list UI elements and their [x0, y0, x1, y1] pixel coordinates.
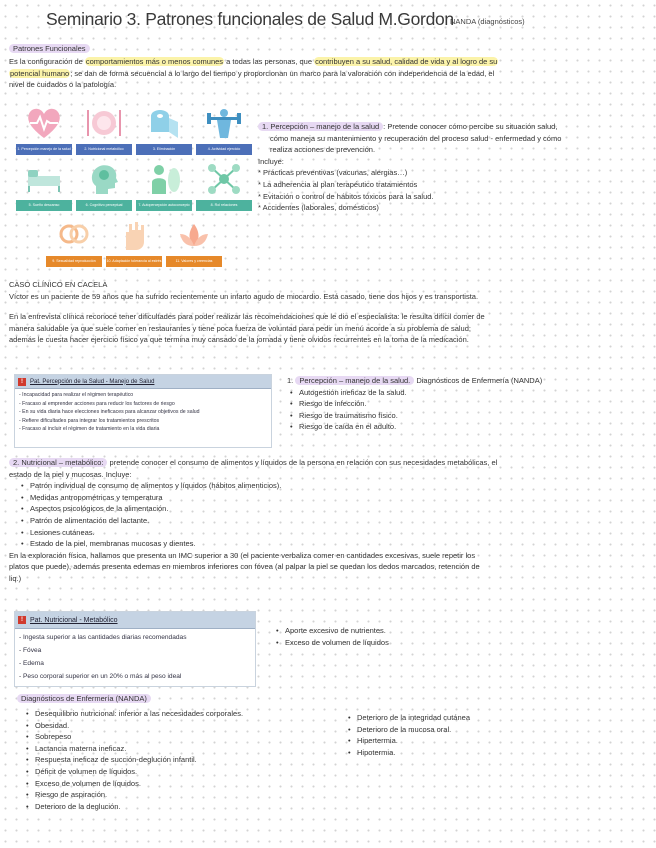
list-item: • Medidas antropométricas y temperatura [21, 492, 649, 504]
pattern-tile [76, 160, 132, 220]
list-item: • Riesgo de infección. [290, 398, 647, 410]
list-item: • Patrón individual de consumo de alimentos y líquidos (hábitos alimenticios). [21, 480, 649, 492]
pattern2-side-list [276, 625, 576, 648]
pattern2-section: 2. Nutricional – metabólico: pretende conocer el consumo de alimentos y líquidos de la persona en relación con sus necesidades metabólicas, el estado de la piel y mucosas. Incluye: • Patrón individual de consumo de alimentos y líquidos (hábitos alimenticios). • Medidas antropométricas y temperatura • Aspectos psicológicos de la alimentación. • Patrón de alimentación del lactante. • Lesiones cutáneas. • Estado de la piel, membranas mucosas y dientes. En la exploración física, hallamos que presenta un IMC superior a 30 (el paciente verbaliza comer en cantidades excesivas, suele repetir los platos que puede), además presenta edemas en miembros inferiores con fóvea (al palpar la piel se quedan los dedos marcados, retención de liq.) [9, 457, 649, 585]
list-item: * La adherencia al plan terapéutico tratamientos [258, 179, 418, 189]
findings-box-2 [14, 611, 256, 687]
finding-item: - Fracaso al incluir el régimen de tratamiento en la vida diaria [19, 426, 160, 433]
list-item: • Exceso de volumen de líquidos. [26, 778, 346, 790]
list-item: * Accidentes (laborales, domésticos) [258, 203, 379, 213]
list-item: • Desequilibrio nutricional: inferior a las necesidades corporales. [26, 708, 346, 720]
list-item: * Prácticas preventivas (vacunas, alergias…) [258, 168, 408, 178]
list-item: • Riesgo de aspiración. [26, 789, 346, 801]
box-header: Pat. Nutricional - Metabólico [30, 616, 118, 624]
diagnoses-2-right [348, 712, 648, 758]
pattern-label: 7. Autopercepción autoconcepto [136, 200, 192, 211]
pattern-label: 5. Sueño descanso [16, 200, 72, 211]
pattern-label: 9. Sexualidad reproducción [46, 256, 102, 267]
list-item: • Lesiones cutáneas. [21, 527, 649, 539]
diagnoses-2-heading: Diagnósticos de Enfermería (NANDA) [17, 693, 151, 705]
pattern1-section: 1. Percepción – manejo de la salud : Pretende conocer cómo percibe su situación salud, cómo maneja su mantenimiento y recuperación del proceso salud - enfermedad y cómo realiza acciones de prevención. Incluye: * Prácticas preventivas (vacunas, alergias…) * La adherencia al plan terapéutico tratamientos * Evitación o control de hábitos tóxicos para la salud. * Accidentes (laborales, domésticos) [258, 121, 650, 214]
pattern-label: 3. Eliminación [136, 144, 192, 155]
toilet-paper-icon [144, 104, 184, 142]
pattern1-list [258, 167, 650, 213]
bed-icon [24, 160, 64, 198]
diagnoses-2-left [26, 708, 346, 812]
pattern-tile [136, 160, 192, 220]
list-item: • Deterioro de la deglución. [26, 801, 346, 813]
pattern1-title: 1. Percepción – manejo de la salud [258, 122, 383, 131]
list-item: • Aspectos psicológicos de la alimentación. [21, 503, 649, 515]
pattern-label: 11. Valores y creencias [166, 256, 222, 267]
list-item: • Déficit de volumen de líquidos. [26, 766, 346, 778]
pattern-tile [76, 104, 132, 164]
alert-icon: ! [18, 378, 26, 386]
pattern-tile [166, 216, 222, 276]
list-item: • Lactancia materna ineficaz. [26, 743, 346, 755]
list-item: • Patrón de alimentación del lactante. [21, 515, 649, 527]
list-item: • Deterioro de la integridad cutánea [348, 712, 648, 724]
pattern-tile [136, 104, 192, 164]
list-item: • Autogestión ineficaz de la salud. [290, 387, 647, 399]
pattern-tile [196, 160, 252, 220]
hand-icon [114, 216, 154, 254]
pattern-label: 1. Percepción manejo de la salud [16, 144, 72, 155]
pattern-label: 10. Adaptación tolerancia al estrés [106, 256, 162, 267]
lotus-icon [174, 216, 214, 254]
diagnoses-1: 1. Percepción – manejo de la salud. Diagnósticos de Enfermería (NANDA) • Autogestión ineficaz de la salud. • Riesgo de infección. • Riesgo de traumatismo físico. • Riesgo de caída en el adulto. [287, 375, 647, 433]
plate-cutlery-icon [84, 104, 124, 142]
pattern-tile [106, 216, 162, 276]
gender-icon [54, 216, 94, 254]
finding-item: - Ingesta superior a las cantidades diarias recomendadas [19, 634, 187, 641]
case-section: CASO CLÍNICO EN CACELA Víctor es un paciente de 59 años que ha sufrido recientemente un infarto agudo de miocardio. Está casado, tiene dos hijos y es transportista. En la entrevista clínica reconoce tener dificultades para poder realizar las recomendaciones que le dio el especialista: le resulta difícil comer de manera saludable ya que suele comer en restaurantes y tiene poca fuerza de voluntad para pedir un menú acorde a su problema de salud; además le cuesta hacer ejercicio físico ya que termina muy cansado de la jornada y tiene olvidos recurrentes en la toma de la medicación. [9, 279, 649, 346]
finding-item: - Fracaso al emprender acciones para reducir los factores de riesgo [19, 400, 175, 407]
pattern2-title: 2. Nutricional – metabólico: [9, 458, 107, 467]
pattern-label: 2. Nutricional metabólico [76, 144, 132, 155]
intro-paragraph: Es la configuración de comportamientos más o menos comunes a todas las personas, que contribuyen a su salud, calidad de vida y al logro de su potencial humano; se dan de forma secuencial a lo largo del tiempo y proporcionan un marco para la valoración con independencia de la edad, el nivel de cuidados o la patología. [9, 57, 498, 90]
finding-item: - Fóvea [19, 647, 42, 654]
page-subtitle: NANDA (diagnósticos) [450, 17, 525, 26]
box-header: Pat. Percepción de la Salud - Manejo de Salud [30, 378, 155, 385]
pattern-tile [196, 104, 252, 164]
findings-box-1 [14, 374, 272, 448]
list-item: • Exceso de volumen de líquidos [276, 637, 576, 649]
case-heading: CASO CLÍNICO EN CACELA [9, 280, 108, 289]
pattern-label: 4. Actividad ejercicio [196, 144, 252, 155]
finding-item: - Refiere dificultades para integrar los tratamientos prescritos [19, 417, 160, 424]
finding-item: - Edema [19, 660, 44, 667]
finding-item: - Incapacidad para realizar el régimen terapéutico [19, 392, 134, 398]
dumbbell-icon [204, 104, 244, 142]
patterns-infographic [16, 104, 252, 264]
pattern-tile [16, 104, 72, 164]
intro-heading: Patrones Funcionales [9, 43, 90, 55]
pattern-tile [16, 160, 72, 220]
pattern-tile [46, 216, 102, 276]
list-item: * Evitación o control de hábitos tóxicos para la salud. [258, 191, 434, 201]
list-item: • Hipertermia. [348, 735, 648, 747]
person-mirror-icon [144, 160, 184, 198]
finding-item: - En su vida diaria hace elecciones ineficaces para alcanzar objetivos de salud [19, 409, 200, 416]
page-title: Seminario 3. Patrones funcionales de Salud M.Gordon [46, 9, 454, 29]
heart-pulse-icon [24, 104, 64, 142]
list-item: • Riesgo de traumatismo físico. [290, 410, 647, 422]
pattern-label: 8. Rol relaciones [196, 200, 252, 211]
alert-icon: ! [18, 616, 26, 624]
list-item: • Estado de la piel, membranas mucosas y dientes. [21, 538, 649, 550]
network-icon [204, 160, 244, 198]
pattern-label: 6. Cognitivo perceptual [76, 200, 132, 211]
finding-item: - Peso corporal superior en un 20% o más al peso ideal [19, 673, 182, 680]
list-item: • Hipotermia. [348, 747, 648, 759]
list-item: • Obesidad. [26, 720, 346, 732]
list-item: • Aporte excesivo de nutrientes. [276, 625, 576, 637]
head-brain-icon [84, 160, 124, 198]
list-item: • Deterioro de la mucosa oral. [348, 724, 648, 736]
list-item: • Riesgo de caída en el adulto. [290, 421, 647, 433]
list-item: • Sobrepeso [26, 731, 346, 743]
list-item: • Respuesta ineficaz de succión-deglución infantil. [26, 754, 346, 766]
